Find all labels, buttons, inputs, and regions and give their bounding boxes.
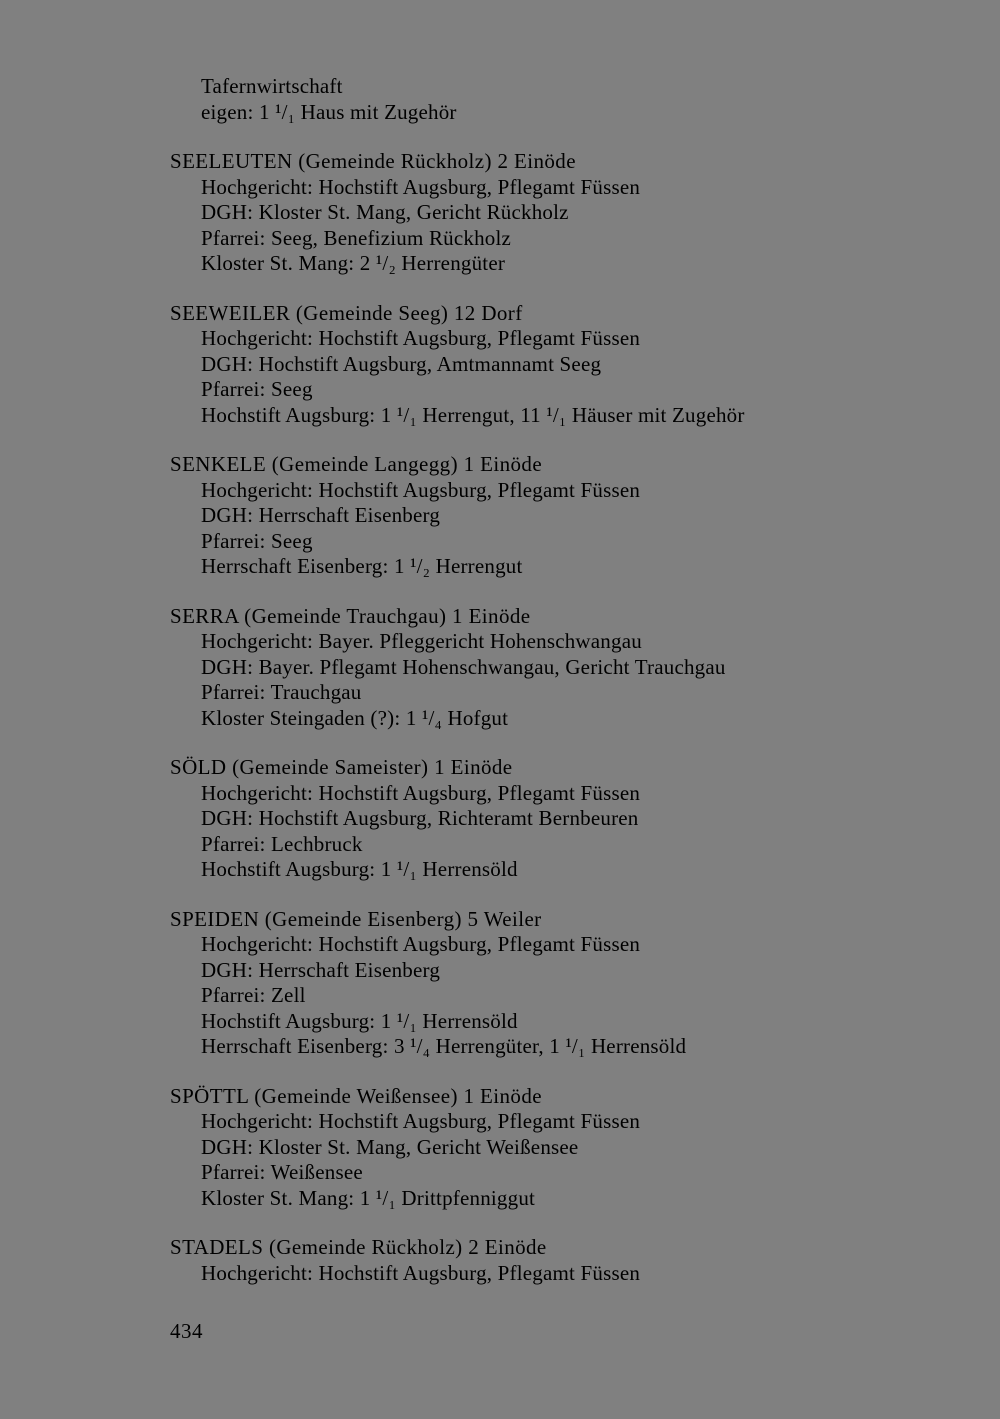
entry-line: Hochgericht: Hochstift Augsburg, Pflegamt Füssen	[201, 174, 641, 199]
entry-line: Hochstift Augsburg: 1 ¹/₁ Herrensöld	[201, 1008, 518, 1033]
entry-heading: SPÖTTL (Gemeinde Weißensee) 1 Einöde	[170, 1083, 542, 1108]
continuation-block	[170, 74, 970, 125]
entry-line: Hochgericht: Hochstift Augsburg, Pflegamt Füssen	[201, 477, 641, 502]
entry-line: Tafernwirtschaft	[201, 74, 343, 98]
entry-line: DGH: Herrschaft Eisenberg	[201, 503, 441, 527]
entry-spoettl	[170, 1084, 970, 1212]
entry-stadels	[170, 1235, 970, 1286]
entry-heading: SEELEUTEN (Gemeinde Rückholz) 2 Einöde	[170, 149, 576, 173]
entry-heading: SERRA (Gemeinde Trauchgau) 1 Einöde	[170, 603, 531, 628]
entry-line: Pfarrei: Seeg	[201, 528, 313, 553]
entry-line: DGH: Kloster St. Mang, Gericht Weißensee	[201, 1134, 579, 1159]
entry-line: Pfarrei: Seeg, Benefizium Rückholz	[201, 225, 512, 250]
entry-line: Hochgericht: Hochstift Augsburg, Pflegamt Füssen	[201, 1260, 641, 1285]
entry-line: Herrschaft Eisenberg: 3 ¹/₄ Herrengüter, 1 ¹/₁ Herrensöld	[201, 1034, 687, 1058]
entry-line: DGH: Kloster St. Mang, Gericht Rückholz	[201, 200, 569, 224]
entry-line: Pfarrei: Zell	[201, 983, 306, 1007]
document-page	[170, 74, 970, 1286]
entry-line: Hochstift Augsburg: 1 ¹/₁ Herrensöld	[201, 857, 518, 881]
entry-line: Pfarrei: Seeg	[201, 377, 313, 401]
entry-line: Pfarrei: Weißensee	[201, 1160, 363, 1184]
entry-soeld	[170, 755, 970, 883]
entry-seeleuten	[170, 149, 970, 277]
entry-line: DGH: Hochstift Augsburg, Amtmannamt Seeg	[201, 351, 602, 376]
entry-heading: SEEWEILER (Gemeinde Seeg) 12 Dorf	[170, 300, 523, 325]
entry-heading: SÖLD (Gemeinde Sameister) 1 Einöde	[170, 755, 513, 779]
entry-heading: STADELS (Gemeinde Rückholz) 2 Einöde	[170, 1235, 547, 1259]
entry-line: Pfarrei: Lechbruck	[201, 831, 363, 856]
entry-line: Hochgericht: Hochstift Augsburg, Pflegamt Füssen	[201, 780, 641, 805]
entry-line: Hochgericht: Bayer. Pfleggericht Hohenschwangau	[201, 629, 642, 653]
page-number: 434	[170, 1319, 203, 1343]
entry-line: Kloster St. Mang: 2 ¹/₂ Herrengüter	[201, 251, 506, 275]
entry-line: Hochgericht: Hochstift Augsburg, Pflegamt Füssen	[201, 1109, 641, 1133]
entry-speiden	[170, 907, 970, 1060]
entry-senkele	[170, 452, 970, 580]
entry-line: Hochstift Augsburg: 1 ¹/₁ Herrengut, 11 ¹/₁ Häuser mit Zugehör	[201, 402, 745, 427]
entry-serra	[170, 604, 970, 732]
entry-line: DGH: Bayer. Pflegamt Hohenschwangau, Gericht Trauchgau	[201, 654, 726, 679]
entry-line: DGH: Hochstift Augsburg, Richteramt Bernbeuren	[201, 806, 639, 830]
entry-heading: SPEIDEN (Gemeinde Eisenberg) 5 Weiler	[170, 906, 542, 931]
entry-line: eigen: 1 ¹/₁ Haus mit Zugehör	[201, 99, 457, 124]
entry-line: Kloster St. Mang: 1 ¹/₁ Drittpfenniggut	[201, 1185, 536, 1210]
entry-seeweiler	[170, 301, 970, 429]
entry-line: Hochgericht: Hochstift Augsburg, Pflegamt Füssen	[201, 932, 641, 956]
entry-heading: SENKELE (Gemeinde Langegg) 1 Einöde	[170, 452, 543, 476]
entry-line: Hochgericht: Hochstift Augsburg, Pflegamt Füssen	[201, 326, 641, 350]
entry-line: DGH: Herrschaft Eisenberg	[201, 957, 441, 982]
entry-line: Kloster Steingaden (?): 1 ¹/₄ Hofgut	[201, 705, 509, 730]
entry-line: Pfarrei: Trauchgau	[201, 680, 362, 704]
entry-line: Herrschaft Eisenberg: 1 ¹/₂ Herrengut	[201, 554, 523, 578]
